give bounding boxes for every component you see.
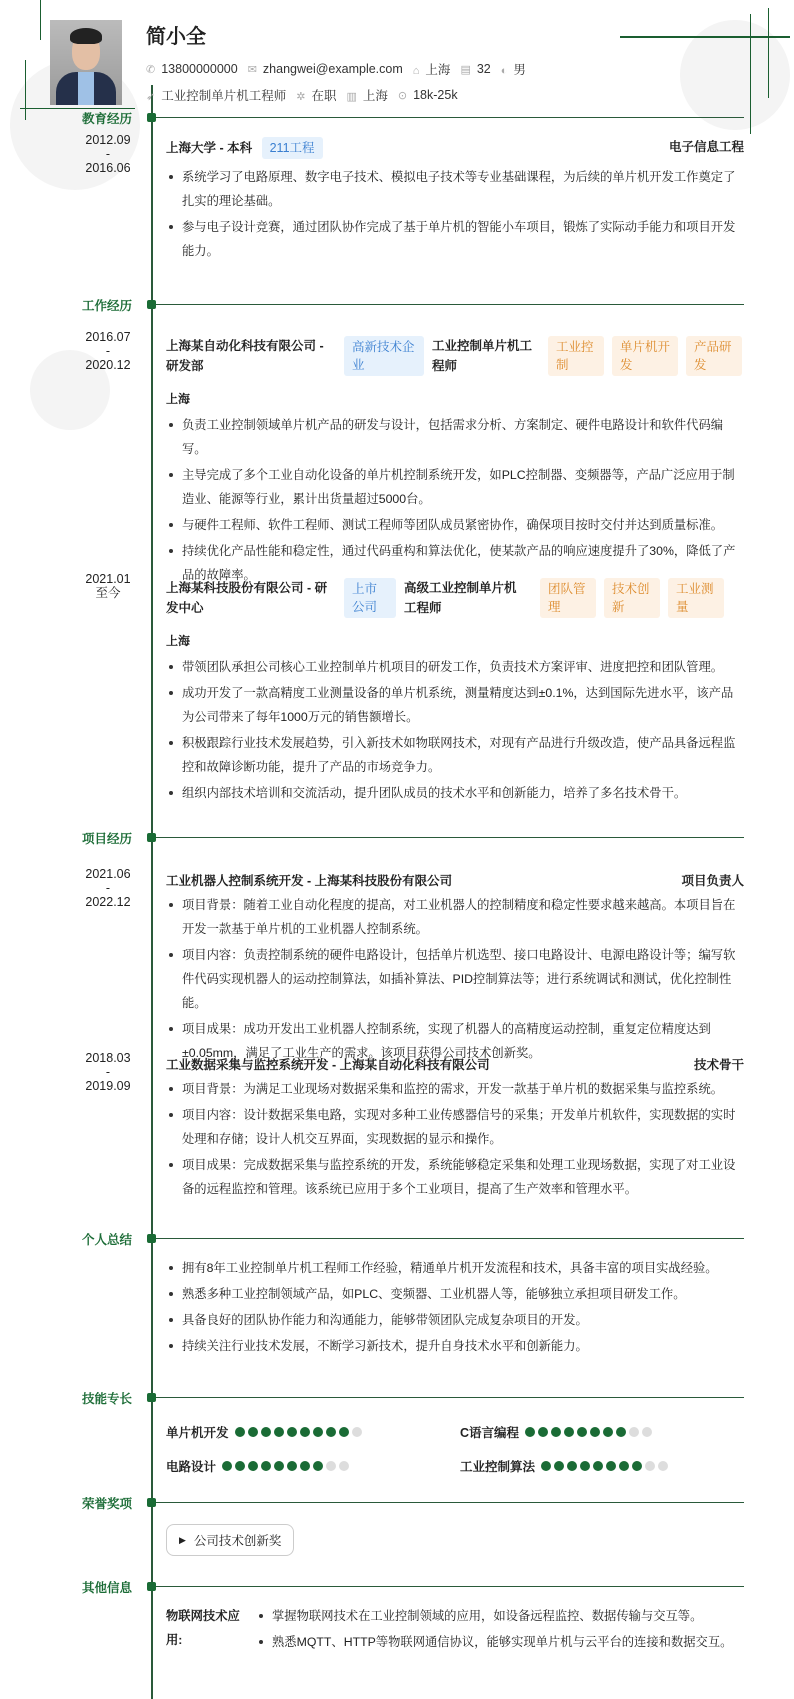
skill-item: C语言编程: [460, 1423, 652, 1441]
list-item: 项目成果：成功开发出工业机器人控制系统，实现了机器人的高精度运动控制，重复定位精度达到±0.05mm，满足了工业生产的需求。该项目获得公司技术创新奖。: [166, 1017, 744, 1065]
skill-tag: 工业测量: [668, 578, 724, 618]
list-item: 组织内部技术培训和交流活动，提升团队成员的技术水平和创新能力，培养了多名技术骨干。: [166, 781, 744, 805]
rating-dot-filled: [580, 1461, 590, 1471]
list-item: 熟悉MQTT、HTTP等物联网通信协议，能够实现单片机与云平台的连接和数据交互。: [256, 1630, 744, 1654]
divider: [156, 1502, 744, 1503]
skill-tag: 工业控制: [548, 336, 604, 376]
skill-tag: 单片机开发: [612, 336, 678, 376]
date-range: 2021.06 - 2022.12: [85, 867, 131, 909]
list-item: 项目成果：完成数据采集与监控系统的开发，系统能够稳定采集和处理工业现场数据，实现了对工业设备的远程监控和管理。该系统已应用于多个工业项目，提高了生产效率和管理水平。: [166, 1153, 744, 1201]
rating-dot-filled: [261, 1427, 271, 1437]
rating-dot-filled: [590, 1427, 600, 1437]
rating-dot-empty: [642, 1427, 652, 1437]
job-title: 工业控制单片机工程师: [432, 339, 533, 373]
section-title: 教育经历: [82, 112, 133, 126]
rating-dot-empty: [326, 1461, 336, 1471]
gender: 男: [513, 63, 526, 77]
rating-dot-empty: [645, 1461, 655, 1471]
timeline-dot: [147, 1393, 156, 1402]
company-type: 上市公司: [344, 578, 396, 618]
decor-line: [768, 8, 769, 98]
rating-dot-filled: [287, 1427, 297, 1437]
skill-tag: 技术创新: [604, 578, 660, 618]
section-title: 技能专长: [82, 1392, 133, 1406]
candidate-name: 简小全: [146, 26, 206, 48]
other-label: 物联网技术应用:: [166, 1609, 240, 1647]
list-item: 成功开发了一款高精度工业测量设备的单片机系统，测量精度达到±0.1%，达到国际先进水平，该产品为公司带来了每年1000万元的销售额增长。: [166, 681, 744, 729]
divider: [156, 117, 744, 118]
rating-dot-filled: [339, 1427, 349, 1437]
rating-dot-filled: [274, 1461, 284, 1471]
mail-icon: ✉: [247, 64, 257, 76]
skill-item: 电路设计: [166, 1457, 349, 1475]
work-entry: [166, 578, 744, 805]
rating-dot-empty: [629, 1427, 639, 1437]
section-title: 项目经历: [82, 832, 133, 846]
salary-icon: ⊙: [397, 90, 408, 102]
divider: [156, 837, 744, 838]
list-item: 项目内容：负责控制系统的硬件电路设计，包括单片机选型、接口电路设计、电源电路设计等；编写软件代码实现机器人的运动控制算法，如插补算法、PID控制算法等；进行系统调试和测试，优化控制性能。: [166, 943, 744, 1015]
project-role: 技术骨干: [693, 1058, 744, 1072]
rating-dot-empty: [658, 1461, 668, 1471]
list-item: 参与电子设计竞赛，通过团队协作完成了基于单片机的智能小车项目，锻炼了实际动手能力和项目开发能力。: [166, 215, 744, 263]
list-item: 负责工业控制领域单片机产品的研发与设计，包括需求分析、方案制定、硬件电路设计和软件代码编写。: [166, 413, 744, 461]
divider: [156, 304, 744, 305]
rating-dot-filled: [616, 1427, 626, 1437]
date-range: 2018.03 - 2019.09: [85, 1051, 131, 1093]
position: 工业控制单片机工程师: [161, 89, 287, 103]
rating-dot-filled: [326, 1427, 336, 1437]
list-item: 持续优化产品性能和稳定性，通过代码重构和算法优化，使某款产品的响应速度提升了30%，降低了产品的故障率。: [166, 539, 744, 587]
send-icon: ➶: [146, 91, 156, 103]
section-title: 个人总结: [82, 1233, 133, 1247]
rating-dot-filled: [300, 1461, 310, 1471]
list-item: 积极跟踪行业技术发展趋势，引入新技术如物联网技术，对现有产品进行升级改造，使产品具备远程监控和故障诊断功能，提升了产品的市场竞争力。: [166, 731, 744, 779]
building-icon: ▥: [346, 91, 357, 103]
phone: 13800000000: [161, 62, 238, 76]
skill-tag: 产品研发: [686, 336, 742, 376]
gender-icon: ◐: [500, 65, 508, 77]
rating-dot-empty: [352, 1427, 362, 1437]
list-item: 项目背景：为满足工业现场对数据采集和监控的需求，开发一款基于单片机的数据采集与监控系统。: [166, 1077, 744, 1101]
job-row: [146, 86, 458, 104]
list-item: 持续关注行业技术发展，不断学习新技术，提升自身技术水平和创新能力。: [166, 1334, 744, 1358]
rating-dot-filled: [274, 1427, 284, 1437]
rating-dot-filled: [564, 1427, 574, 1437]
avatar: [50, 20, 122, 105]
major: 电子信息工程: [668, 140, 744, 154]
timeline-dot: [147, 113, 156, 122]
divider: [156, 1586, 744, 1587]
rating-dot-filled: [235, 1427, 245, 1437]
rating-dot-filled: [261, 1461, 271, 1471]
age: 32: [476, 62, 491, 76]
section-title: 其他信息: [82, 1581, 133, 1595]
rating-dot-filled: [593, 1461, 603, 1471]
location: 上海: [166, 634, 191, 648]
list-item: 项目背景：随着工业自动化程度的提高，对工业机器人的控制精度和稳定性要求越来越高。本项目旨在开发一款基于单片机的工业机器人控制系统。: [166, 893, 744, 941]
city: 上海: [425, 63, 451, 77]
project-name: 工业机器人控制系统开发 - 上海某科技股份有限公司: [166, 874, 453, 888]
list-item: 带领团队承担公司核心工业控制单片机项目的研发工作，负责技术方案评审、进度把控和团队管理。: [166, 655, 744, 679]
rating-dot-filled: [554, 1461, 564, 1471]
rating-dot-filled: [313, 1461, 323, 1471]
rating-dot-filled: [525, 1427, 535, 1437]
section-title: 荣誉奖项: [82, 1497, 133, 1511]
work-entry: [166, 336, 744, 587]
salary: 18k-25k: [413, 88, 458, 102]
rating-dot-filled: [248, 1461, 258, 1471]
project-entry: [166, 1055, 744, 1201]
location: 上海: [166, 392, 191, 406]
calendar-icon: ▤: [460, 64, 471, 76]
rating-dot-filled: [287, 1461, 297, 1471]
list-item: 具备良好的团队协作能力和沟通能力，能够带领团队完成复杂项目的开发。: [166, 1308, 744, 1332]
section-title: 工作经历: [82, 299, 133, 313]
company: 上海某科技股份有限公司 - 研发中心: [166, 581, 328, 615]
rating-dot-filled: [235, 1461, 245, 1471]
decor-line: [750, 14, 751, 134]
phone-icon: ✆: [146, 64, 156, 76]
rating-dot-filled: [619, 1461, 629, 1471]
date-range: 2012.09 - 2016.06: [85, 133, 131, 175]
status-icon: ✲: [296, 91, 306, 103]
list-item: 主导完成了多个工业自动化设备的单片机控制系统开发，如PLC控制器、变频器等，产品广泛应用于制造业、能源等行业，累计出货量超过5000台。: [166, 463, 744, 511]
project-name: 工业数据采集与监控系统开发 - 上海某自动化科技有限公司: [166, 1058, 490, 1072]
rating-dot-empty: [339, 1461, 349, 1471]
list-item: 掌握物联网技术在工业控制领域的应用，如设备远程监控、数据传输与交互等。: [256, 1604, 744, 1628]
skill-rating: [222, 1461, 349, 1471]
list-item: 与硬件工程师、软件工程师、测试工程师等团队成员紧密协作，确保项目按时交付并达到质量标准。: [166, 513, 744, 537]
rating-dot-filled: [248, 1427, 258, 1437]
job-title: 高级工业控制单片机工程师: [404, 581, 517, 615]
rating-dot-filled: [577, 1427, 587, 1437]
rating-dot-filled: [313, 1427, 323, 1437]
rating-dot-filled: [603, 1427, 613, 1437]
project-role: 项目负责人: [681, 874, 744, 888]
skill-rating: [235, 1427, 362, 1437]
timeline-dot: [147, 300, 156, 309]
school-tag: 211工程: [262, 137, 323, 159]
rating-dot-filled: [567, 1461, 577, 1471]
decor-line: [25, 60, 26, 120]
divider: [156, 1397, 744, 1398]
rating-dot-filled: [551, 1427, 561, 1437]
school: 上海大学 - 本科: [166, 141, 253, 155]
rating-dot-filled: [632, 1461, 642, 1471]
status: 在职: [311, 89, 337, 103]
email: zhangwei@example.com: [262, 62, 403, 76]
skill-item: 单片机开发: [166, 1423, 362, 1441]
list-item: 拥有8年工业控制单片机工程师工作经验，精通单片机开发流程和技术，具备丰富的项目实战经验。: [166, 1256, 744, 1280]
timeline-dot: [147, 833, 156, 842]
company: 上海某自动化科技有限公司 - 研发部: [166, 339, 324, 373]
list-item: 熟悉多种工业控制领域产品，如PLC、变频器、工业机器人等，能够独立承担项目研发工作。: [166, 1282, 744, 1306]
rating-dot-filled: [538, 1427, 548, 1437]
skill-rating: [541, 1461, 668, 1471]
timeline-dot: [147, 1498, 156, 1507]
rating-dot-filled: [300, 1427, 310, 1437]
rating-dot-filled: [222, 1461, 232, 1471]
list-item: 系统学习了电路原理、数字电子技术、模拟电子技术等专业基础课程，为后续的单片机开发工作奠定了扎实的理论基础。: [166, 165, 744, 213]
company-type: 高新技术企业: [344, 336, 424, 376]
project-entry: [166, 871, 744, 1065]
work-city: 上海: [362, 89, 388, 103]
divider: [156, 1238, 744, 1239]
award-item[interactable]: ▶ 公司技术创新奖: [166, 1524, 294, 1556]
rating-dot-filled: [541, 1461, 551, 1471]
home-icon: ⌂: [412, 65, 420, 77]
skill-rating: [525, 1427, 652, 1437]
timeline-dot: [147, 1234, 156, 1243]
contact-row: [146, 60, 526, 78]
play-icon: ▶: [179, 1534, 186, 1545]
date-range: 2016.07 - 2020.12: [85, 330, 131, 372]
timeline-line: [151, 85, 153, 1699]
date-range: 2021.01 至今: [85, 572, 131, 600]
decor-line: [40, 0, 41, 40]
decor-line: [620, 36, 790, 38]
skill-tag: 团队管理: [540, 578, 596, 618]
timeline-dot: [147, 1582, 156, 1591]
list-item: 项目内容：设计数据采集电路，实现对多种工业传感器信号的采集；开发单片机软件，实现数据的实时处理和存储；设计人机交互界面，实现数据的显示和操作。: [166, 1103, 744, 1151]
skill-item: 工业控制算法: [460, 1457, 668, 1475]
rating-dot-filled: [606, 1461, 616, 1471]
